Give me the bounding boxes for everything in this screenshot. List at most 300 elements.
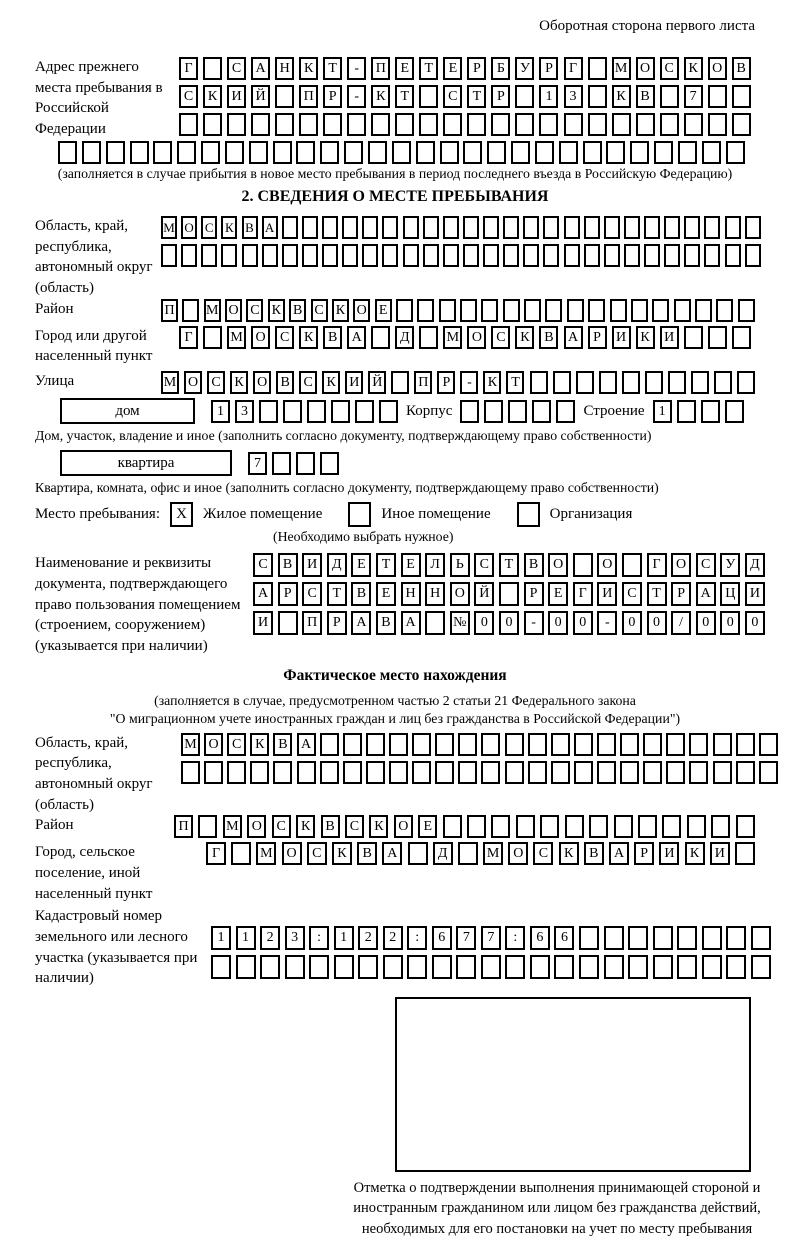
char-box[interactable]: В — [273, 733, 292, 756]
char-box[interactable]: К — [559, 842, 579, 865]
char-box[interactable] — [567, 299, 584, 322]
char-box[interactable]: С — [272, 815, 291, 838]
char-box[interactable]: Е — [351, 553, 371, 577]
char-box[interactable] — [540, 815, 559, 838]
char-box[interactable] — [708, 85, 727, 108]
char-box[interactable] — [652, 299, 669, 322]
char-box[interactable]: О — [181, 216, 197, 239]
char-box[interactable]: К — [371, 85, 390, 108]
char-box[interactable] — [309, 955, 329, 979]
char-box[interactable] — [249, 141, 268, 164]
char-box[interactable] — [296, 141, 315, 164]
char-box[interactable] — [528, 761, 547, 784]
char-box[interactable] — [382, 244, 398, 267]
char-box[interactable] — [588, 85, 607, 108]
char-box[interactable]: А — [253, 582, 273, 606]
char-box[interactable]: : — [505, 926, 525, 950]
char-box[interactable]: М — [483, 842, 503, 865]
char-box[interactable] — [674, 299, 691, 322]
char-box[interactable] — [320, 452, 339, 475]
char-box[interactable]: Д — [395, 326, 414, 349]
char-box[interactable] — [759, 733, 778, 756]
char-box[interactable] — [484, 400, 503, 423]
char-box[interactable] — [483, 244, 499, 267]
char-box[interactable]: Й — [474, 582, 494, 606]
char-box[interactable]: Т — [647, 582, 667, 606]
char-box[interactable] — [604, 244, 620, 267]
char-box[interactable] — [458, 842, 478, 865]
char-box[interactable]: О — [253, 371, 271, 394]
stay-option-other-checkbox[interactable] — [348, 502, 371, 527]
char-box[interactable] — [347, 113, 366, 136]
char-box[interactable]: 0 — [696, 611, 716, 635]
char-box[interactable] — [395, 113, 414, 136]
char-box[interactable]: 7 — [684, 85, 703, 108]
char-box[interactable]: № — [450, 611, 470, 635]
char-box[interactable]: И — [659, 842, 679, 865]
char-box[interactable]: 2 — [358, 926, 378, 950]
char-box[interactable] — [687, 815, 706, 838]
char-box[interactable]: В — [524, 553, 544, 577]
char-box[interactable] — [460, 299, 477, 322]
stay-option-organization-checkbox[interactable] — [517, 502, 540, 527]
char-box[interactable]: В — [323, 326, 342, 349]
char-box[interactable] — [604, 955, 624, 979]
char-box[interactable] — [439, 299, 456, 322]
char-box[interactable] — [227, 113, 246, 136]
char-box[interactable] — [302, 216, 318, 239]
char-box[interactable]: К — [221, 216, 237, 239]
char-box[interactable] — [732, 85, 751, 108]
char-box[interactable]: 1 — [653, 400, 672, 423]
char-box[interactable] — [201, 141, 220, 164]
char-box[interactable]: 1 — [236, 926, 256, 950]
char-box[interactable]: Й — [251, 85, 270, 108]
char-box[interactable] — [458, 733, 477, 756]
char-box[interactable]: И — [253, 611, 273, 635]
char-box[interactable] — [443, 216, 459, 239]
char-box[interactable] — [272, 452, 291, 475]
char-box[interactable] — [702, 955, 722, 979]
char-box[interactable]: М — [181, 733, 200, 756]
char-box[interactable] — [262, 244, 278, 267]
char-box[interactable] — [362, 244, 378, 267]
char-box[interactable]: Д — [327, 553, 347, 577]
char-box[interactable] — [588, 113, 607, 136]
char-box[interactable]: В — [276, 371, 294, 394]
char-box[interactable] — [539, 113, 558, 136]
char-box[interactable] — [532, 400, 551, 423]
char-box[interactable] — [416, 141, 435, 164]
char-box[interactable] — [273, 761, 292, 784]
char-box[interactable] — [645, 371, 663, 394]
char-box[interactable]: Е — [376, 582, 396, 606]
char-box[interactable] — [684, 113, 703, 136]
char-box[interactable] — [604, 216, 620, 239]
char-box[interactable] — [221, 244, 237, 267]
char-box[interactable] — [713, 761, 732, 784]
stay-option-residential-checkbox[interactable]: X — [170, 502, 193, 527]
char-box[interactable] — [201, 244, 217, 267]
char-box[interactable]: С — [201, 216, 217, 239]
char-box[interactable]: С — [307, 842, 327, 865]
char-box[interactable] — [278, 611, 298, 635]
char-box[interactable]: У — [720, 553, 740, 577]
char-box[interactable] — [463, 141, 482, 164]
char-box[interactable] — [419, 326, 438, 349]
char-box[interactable] — [236, 955, 256, 979]
char-box[interactable]: К — [299, 326, 318, 349]
char-box[interactable] — [584, 244, 600, 267]
char-box[interactable]: Е — [548, 582, 568, 606]
char-box[interactable] — [664, 216, 680, 239]
char-box[interactable] — [711, 815, 730, 838]
char-box[interactable] — [653, 955, 673, 979]
char-box[interactable] — [620, 733, 639, 756]
char-box[interactable] — [644, 244, 660, 267]
char-box[interactable]: М — [223, 815, 242, 838]
char-box[interactable] — [644, 216, 660, 239]
char-box[interactable] — [355, 400, 374, 423]
char-box[interactable] — [242, 244, 258, 267]
char-box[interactable]: - — [347, 57, 366, 80]
char-box[interactable] — [443, 113, 462, 136]
char-box[interactable] — [425, 611, 445, 635]
char-box[interactable] — [660, 85, 679, 108]
char-box[interactable]: П — [161, 299, 178, 322]
char-box[interactable]: О — [251, 326, 270, 349]
char-box[interactable]: К — [684, 57, 703, 80]
char-box[interactable] — [576, 371, 594, 394]
char-box[interactable] — [366, 733, 385, 756]
char-box[interactable] — [227, 761, 246, 784]
char-box[interactable]: К — [268, 299, 285, 322]
char-box[interactable] — [273, 141, 292, 164]
char-box[interactable] — [467, 113, 486, 136]
char-box[interactable] — [604, 926, 624, 950]
char-box[interactable] — [737, 371, 755, 394]
char-box[interactable]: 1 — [539, 85, 558, 108]
char-box[interactable]: : — [407, 926, 427, 950]
char-box[interactable]: 0 — [745, 611, 765, 635]
char-box[interactable] — [505, 733, 524, 756]
char-box[interactable] — [622, 371, 640, 394]
char-box[interactable] — [382, 216, 398, 239]
char-box[interactable] — [296, 452, 315, 475]
char-box[interactable]: 7 — [481, 926, 501, 950]
char-box[interactable]: К — [296, 815, 315, 838]
char-box[interactable] — [371, 113, 390, 136]
char-box[interactable]: К — [250, 733, 269, 756]
char-box[interactable]: К — [322, 371, 340, 394]
char-box[interactable] — [391, 371, 409, 394]
char-box[interactable] — [322, 216, 338, 239]
char-box[interactable] — [419, 85, 438, 108]
char-box[interactable]: С — [253, 553, 273, 577]
char-box[interactable]: О — [508, 842, 528, 865]
char-box[interactable]: В — [539, 326, 558, 349]
char-box[interactable] — [82, 141, 101, 164]
char-box[interactable]: А — [347, 326, 366, 349]
char-box[interactable] — [334, 955, 354, 979]
char-box[interactable]: П — [302, 611, 322, 635]
char-box[interactable] — [392, 141, 411, 164]
char-box[interactable]: Т — [467, 85, 486, 108]
char-box[interactable] — [417, 299, 434, 322]
char-box[interactable]: Е — [443, 57, 462, 80]
char-box[interactable]: Г — [179, 57, 198, 80]
char-box[interactable] — [704, 244, 720, 267]
char-box[interactable] — [726, 955, 746, 979]
char-box[interactable]: Ь — [450, 553, 470, 577]
char-box[interactable]: В — [636, 85, 655, 108]
char-box[interactable] — [528, 733, 547, 756]
char-box[interactable] — [610, 299, 627, 322]
char-box[interactable]: С — [179, 85, 198, 108]
char-box[interactable]: Д — [745, 553, 765, 577]
char-box[interactable]: С — [533, 842, 553, 865]
char-box[interactable]: К — [483, 371, 501, 394]
char-box[interactable]: С — [311, 299, 328, 322]
char-box[interactable]: С — [246, 299, 263, 322]
char-box[interactable] — [736, 733, 755, 756]
char-box[interactable] — [662, 815, 681, 838]
char-box[interactable]: О — [247, 815, 266, 838]
char-box[interactable]: А — [351, 611, 371, 635]
char-box[interactable]: И — [302, 553, 322, 577]
char-box[interactable] — [738, 299, 755, 322]
char-box[interactable] — [684, 326, 703, 349]
char-box[interactable]: - — [524, 611, 544, 635]
char-box[interactable] — [751, 926, 771, 950]
char-box[interactable]: А — [696, 582, 716, 606]
char-box[interactable] — [181, 244, 197, 267]
char-box[interactable] — [203, 113, 222, 136]
char-box[interactable]: 7 — [456, 926, 476, 950]
char-box[interactable] — [564, 113, 583, 136]
char-box[interactable]: О — [353, 299, 370, 322]
char-box[interactable]: М — [161, 216, 177, 239]
char-box[interactable]: Р — [467, 57, 486, 80]
char-box[interactable] — [677, 400, 696, 423]
char-box[interactable] — [342, 216, 358, 239]
char-box[interactable] — [716, 299, 733, 322]
char-box[interactable] — [307, 400, 326, 423]
char-box[interactable]: О — [282, 842, 302, 865]
char-box[interactable] — [250, 761, 269, 784]
char-box[interactable]: Р — [278, 582, 298, 606]
char-box[interactable] — [654, 141, 673, 164]
char-box[interactable] — [666, 761, 685, 784]
char-box[interactable] — [677, 955, 697, 979]
char-box[interactable]: К — [332, 842, 352, 865]
char-box[interactable]: М — [443, 326, 462, 349]
char-box[interactable]: А — [382, 842, 402, 865]
char-box[interactable]: Т — [506, 371, 524, 394]
char-box[interactable] — [714, 371, 732, 394]
char-box[interactable] — [432, 955, 452, 979]
char-box[interactable]: 6 — [432, 926, 452, 950]
char-box[interactable]: И — [597, 582, 617, 606]
char-box[interactable] — [583, 141, 602, 164]
char-box[interactable]: Р — [539, 57, 558, 80]
char-box[interactable]: М — [204, 299, 221, 322]
char-box[interactable] — [574, 761, 593, 784]
char-box[interactable] — [736, 761, 755, 784]
char-box[interactable]: И — [710, 842, 730, 865]
char-box[interactable]: Г — [179, 326, 198, 349]
char-box[interactable] — [282, 244, 298, 267]
char-box[interactable]: О — [597, 553, 617, 577]
char-box[interactable] — [161, 244, 177, 267]
char-box[interactable] — [456, 955, 476, 979]
char-box[interactable] — [412, 761, 431, 784]
char-box[interactable]: С — [227, 57, 246, 80]
char-box[interactable]: Б — [491, 57, 510, 80]
char-box[interactable] — [362, 216, 378, 239]
char-box[interactable] — [653, 926, 673, 950]
char-box[interactable]: М — [161, 371, 179, 394]
char-box[interactable] — [684, 244, 700, 267]
char-box[interactable]: С — [622, 582, 642, 606]
char-box[interactable]: М — [227, 326, 246, 349]
char-box[interactable] — [231, 842, 251, 865]
char-box[interactable]: Е — [418, 815, 437, 838]
char-box[interactable]: В — [584, 842, 604, 865]
char-box[interactable] — [458, 761, 477, 784]
char-box[interactable]: - — [597, 611, 617, 635]
char-box[interactable]: К — [230, 371, 248, 394]
char-box[interactable] — [524, 299, 541, 322]
char-box[interactable] — [736, 815, 755, 838]
char-box[interactable]: 0 — [647, 611, 667, 635]
char-box[interactable] — [588, 299, 605, 322]
char-box[interactable]: П — [174, 815, 193, 838]
char-box[interactable]: О — [184, 371, 202, 394]
char-box[interactable]: 1 — [211, 926, 231, 950]
char-box[interactable] — [622, 553, 642, 577]
char-box[interactable] — [726, 926, 746, 950]
char-box[interactable]: О — [708, 57, 727, 80]
char-box[interactable] — [701, 400, 720, 423]
char-box[interactable] — [573, 553, 593, 577]
char-box[interactable] — [678, 141, 697, 164]
char-box[interactable]: 6 — [554, 926, 574, 950]
char-box[interactable]: А — [401, 611, 421, 635]
char-box[interactable] — [320, 141, 339, 164]
char-box[interactable] — [403, 216, 419, 239]
char-box[interactable] — [624, 244, 640, 267]
char-box[interactable] — [691, 371, 709, 394]
char-box[interactable] — [695, 299, 712, 322]
char-box[interactable] — [403, 244, 419, 267]
char-box[interactable]: С — [227, 733, 246, 756]
char-box[interactable] — [371, 326, 390, 349]
char-box[interactable] — [713, 733, 732, 756]
char-box[interactable]: Р — [437, 371, 455, 394]
char-box[interactable]: С — [207, 371, 225, 394]
char-box[interactable]: 0 — [499, 611, 519, 635]
char-box[interactable]: К — [299, 57, 318, 80]
char-box[interactable]: 7 — [248, 452, 267, 475]
char-box[interactable] — [204, 761, 223, 784]
char-box[interactable] — [606, 141, 625, 164]
char-box[interactable]: К — [685, 842, 705, 865]
char-box[interactable] — [614, 815, 633, 838]
char-box[interactable] — [559, 141, 578, 164]
char-box[interactable] — [553, 371, 571, 394]
char-box[interactable] — [579, 926, 599, 950]
char-box[interactable] — [499, 582, 519, 606]
char-box[interactable]: - — [460, 371, 478, 394]
char-box[interactable]: Т — [499, 553, 519, 577]
char-box[interactable]: Р — [524, 582, 544, 606]
char-box[interactable]: Т — [376, 553, 396, 577]
char-box[interactable] — [689, 761, 708, 784]
char-box[interactable] — [523, 216, 539, 239]
char-box[interactable] — [599, 371, 617, 394]
char-box[interactable] — [467, 815, 486, 838]
char-box[interactable]: Т — [419, 57, 438, 80]
char-box[interactable] — [543, 244, 559, 267]
char-box[interactable]: Г — [573, 582, 593, 606]
char-box[interactable] — [259, 400, 278, 423]
char-box[interactable] — [666, 733, 685, 756]
char-box[interactable]: О — [394, 815, 413, 838]
char-box[interactable] — [407, 955, 427, 979]
char-box[interactable] — [515, 85, 534, 108]
char-box[interactable] — [322, 244, 338, 267]
char-box[interactable]: Н — [425, 582, 445, 606]
char-box[interactable]: 0 — [720, 611, 740, 635]
char-box[interactable]: И — [660, 326, 679, 349]
char-box[interactable]: : — [309, 926, 329, 950]
char-box[interactable] — [282, 216, 298, 239]
char-box[interactable]: - — [347, 85, 366, 108]
char-box[interactable]: Е — [395, 57, 414, 80]
char-box[interactable]: 1 — [334, 926, 354, 950]
char-box[interactable]: О — [467, 326, 486, 349]
char-box[interactable] — [589, 815, 608, 838]
char-box[interactable]: С — [345, 815, 364, 838]
char-box[interactable]: Р — [327, 611, 347, 635]
char-box[interactable]: С — [696, 553, 716, 577]
char-box[interactable] — [551, 761, 570, 784]
char-box[interactable]: К — [515, 326, 534, 349]
char-box[interactable] — [579, 955, 599, 979]
char-box[interactable] — [505, 955, 525, 979]
char-box[interactable] — [597, 733, 616, 756]
char-box[interactable]: С — [443, 85, 462, 108]
char-box[interactable]: К — [612, 85, 631, 108]
char-box[interactable] — [58, 141, 77, 164]
char-box[interactable] — [153, 141, 172, 164]
char-box[interactable]: В — [357, 842, 377, 865]
char-box[interactable] — [704, 216, 720, 239]
char-box[interactable] — [323, 113, 342, 136]
char-box[interactable] — [664, 244, 680, 267]
char-box[interactable]: Е — [375, 299, 392, 322]
char-box[interactable] — [597, 761, 616, 784]
char-box[interactable] — [389, 761, 408, 784]
char-box[interactable]: Г — [564, 57, 583, 80]
char-box[interactable] — [689, 733, 708, 756]
char-box[interactable] — [551, 733, 570, 756]
char-box[interactable]: С — [302, 582, 322, 606]
char-box[interactable] — [638, 815, 657, 838]
char-box[interactable] — [211, 955, 231, 979]
char-box[interactable] — [366, 761, 385, 784]
